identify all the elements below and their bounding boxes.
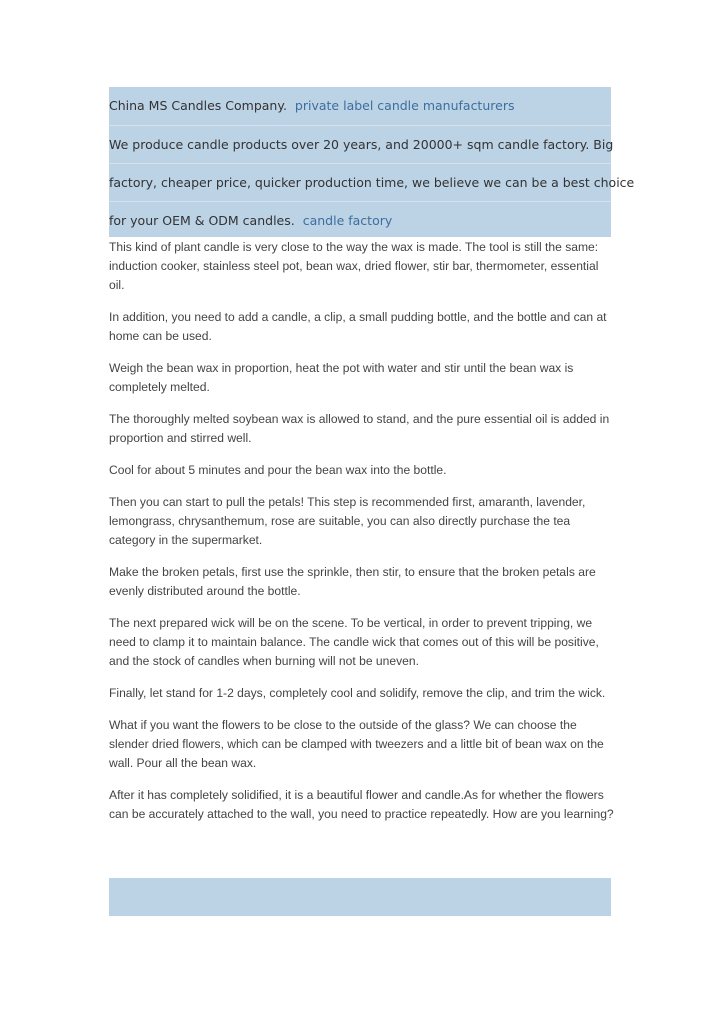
- paragraph: Make the broken petals, first use the sprinkle, then stir, to ensure that the broken petals are evenly distributed around the bottle.: [109, 565, 596, 598]
- intro-line-1: [109, 87, 611, 125]
- paragraph: Then you can start to pull the petals! This step is recommended first, amaranth, lavender, lemongrass, chrysanthemum, rose are suitable, you can also directly purchase the tea category in the supermarket.: [109, 495, 586, 547]
- private-label-link[interactable]: private label candle manufacturers: [294, 98, 515, 113]
- paragraph: Cool for about 5 minutes and pour the bean wax into the bottle.: [109, 463, 447, 477]
- company-intro-box: [109, 87, 635, 237]
- footer-highlight-box: [109, 878, 611, 916]
- paragraph: After it has completely solidified, it is a beautiful flower and candle.As for whether the flowers can be accurately attached to the wall, you need to practice repeatedly. How are you learning?: [109, 788, 614, 821]
- paragraph: What if you want the flowers to be close to the outside of the glass? We can choose the slender dried flowers, which can be clamped with tweezers and a little bit of bean wax on the wall. Pour all the bean wax.: [109, 718, 604, 770]
- article-body: [109, 238, 617, 837]
- intro-line-2: [109, 125, 614, 163]
- intro-text-2: We produce candle products over 20 years, and 20000+ sqm candle factory. Big: [109, 137, 614, 152]
- paragraph: The next prepared wick will be on the scene. To be vertical, in order to prevent tripping, we need to clamp it to maintain balance. The candle wick that comes out of this will be positive, and the stock of candles when burning will not be uneven.: [109, 616, 599, 668]
- company-name-text: China MS Candles Company.: [109, 98, 287, 113]
- candle-factory-link[interactable]: candle factory: [302, 213, 393, 228]
- intro-text-3: factory, cheaper price, quicker production time, we believe we can be a best choice: [109, 175, 635, 190]
- intro-line-4: [109, 201, 611, 239]
- paragraph: The thoroughly melted soybean wax is allowed to stand, and the pure essential oil is added in proportion and stirred well.: [109, 412, 610, 445]
- intro-line-3: [109, 163, 635, 201]
- paragraph: Weigh the bean wax in proportion, heat the pot with water and stir until the bean wax is completely melted.: [109, 361, 574, 394]
- intro-text-4: for your OEM & ODM candles.: [109, 213, 295, 228]
- paragraph: In addition, you need to add a candle, a clip, a small pudding bottle, and the bottle and can at home can be used.: [109, 310, 607, 343]
- paragraph: Finally, let stand for 1-2 days, completely cool and solidify, remove the clip, and trim the wick.: [109, 686, 606, 700]
- paragraph: This kind of plant candle is very close to the way the wax is made. The tool is still the same: induction cooker, stainless steel pot, bean wax, dried flower, stir bar, thermometer, essential oil.: [109, 240, 599, 292]
